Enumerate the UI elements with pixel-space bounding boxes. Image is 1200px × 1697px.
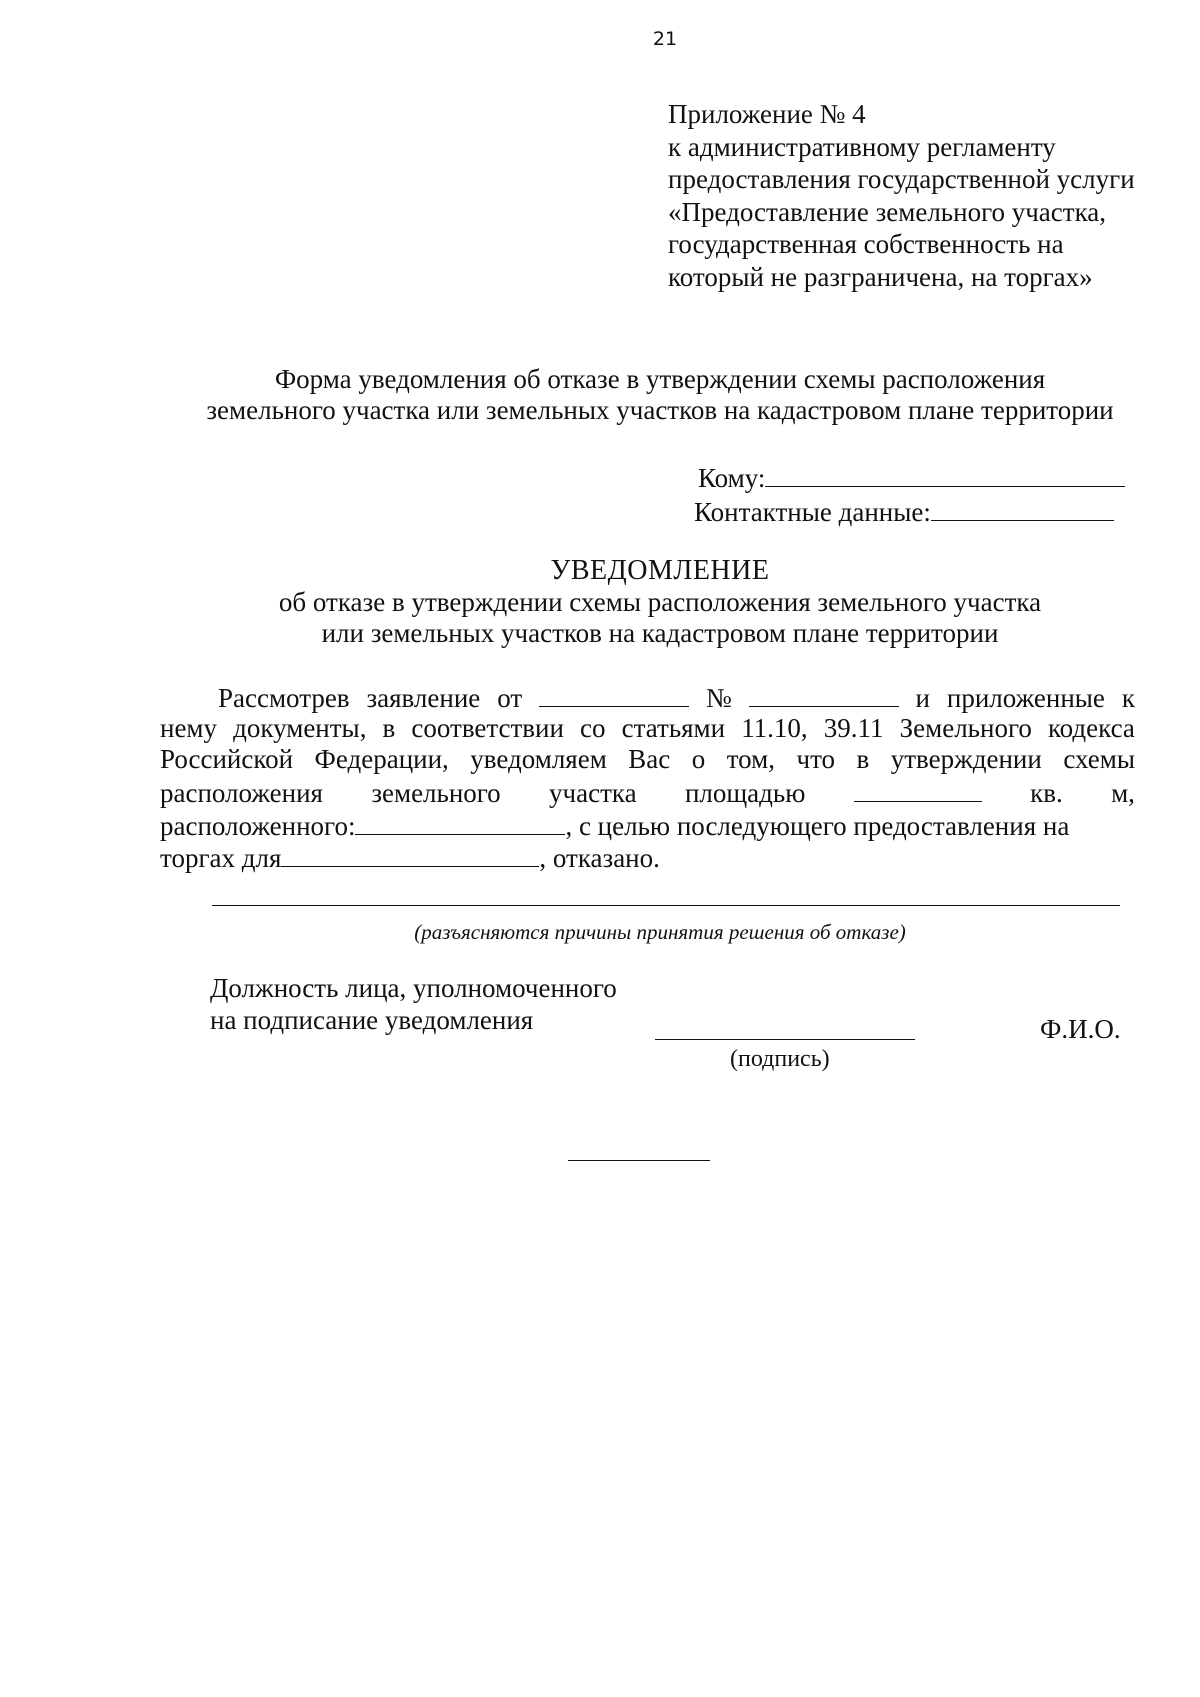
body-word: и [915, 683, 930, 713]
body-line-6 [160, 842, 1135, 874]
body-word: уведомляем [470, 744, 607, 774]
body-word: статьями [621, 713, 726, 743]
area-field[interactable] [854, 777, 982, 802]
body-word: , отказано. [539, 843, 660, 873]
body-word: Рассмотрев [218, 683, 350, 713]
body-word: участка [549, 778, 637, 808]
recipient-to [698, 462, 1125, 494]
body-word: от [497, 683, 523, 713]
body-word: что [796, 744, 836, 774]
body-word: Вас [628, 744, 671, 774]
reason-caption: (разъясняются причины принятия решения об отказе) [414, 920, 906, 944]
reason-line[interactable] [212, 905, 1120, 906]
form-title-line: Форма уведомления об отказе в утверждении схемы расположения [274, 364, 1046, 394]
recipient-contacts [694, 496, 1114, 528]
body-word: расположенного: [160, 811, 356, 841]
body-word: кодекса [1047, 713, 1135, 743]
signatory-position-line: Должность лица, уполномоченного [210, 973, 617, 1003]
annex-line: «Предоставление земельного участка, [668, 196, 1107, 227]
notice-subtitle-line: об отказе в утверждении схемы расположения земельного участка [278, 587, 1042, 617]
body-word: том, [726, 744, 775, 774]
signatory-position [210, 972, 617, 1036]
body-word: земельного [371, 778, 501, 808]
notice-title: УВЕДОМЛЕНИЕ [550, 555, 770, 586]
body-line-4 [160, 777, 1135, 809]
purpose-field[interactable] [281, 842, 539, 867]
annex-header [668, 98, 1135, 293]
annex-line: предоставления государственной услуги [668, 164, 1135, 194]
location-field[interactable] [355, 810, 565, 835]
body-word: Федерации, [314, 744, 449, 774]
recipient-to-field[interactable] [765, 462, 1125, 487]
annex-line: Приложение № 4 [668, 99, 866, 129]
body-word: нему [160, 713, 218, 743]
body-word: соответствии [411, 713, 564, 743]
body-word: № [705, 683, 732, 713]
recipient-contacts-field[interactable] [931, 496, 1114, 521]
body-word: в [382, 713, 396, 743]
page-number: 21 [652, 28, 678, 50]
body-word: в [856, 744, 870, 774]
signatory-position-line: на подписание уведомления [210, 1005, 534, 1035]
body-word: расположения [160, 778, 323, 808]
form-title [160, 364, 1160, 426]
body-word: торгах для [160, 843, 282, 873]
body-line-5 [160, 810, 1135, 842]
application-number-field[interactable] [749, 682, 899, 707]
body-word: площадью [684, 778, 806, 808]
body-line-1 [218, 682, 1135, 714]
body-line-3 [160, 744, 1135, 775]
application-date-field[interactable] [539, 682, 689, 707]
annex-line: к административному регламенту [668, 131, 1056, 162]
form-title-line: земельного участка или земельных участков на кадастровом плане территории [206, 395, 1114, 425]
recipient-to-label: Кому: [698, 463, 766, 493]
notice-subtitle-line: или земельных участков на кадастровом плане территории [321, 618, 999, 648]
notice-subtitle [160, 587, 1160, 649]
body-word: Российской [160, 744, 294, 774]
body-word: кв. [1030, 778, 1063, 808]
body-word: 39.11 [823, 713, 884, 743]
fio-label: Ф.И.О. [1040, 1014, 1121, 1044]
annex-line: который не разграничена, на торгах» [668, 261, 1093, 292]
body-word: к [1121, 683, 1135, 713]
body-word: м, [1111, 778, 1135, 808]
body-word: схемы [1063, 744, 1135, 774]
body-word: 11.10, [741, 713, 808, 743]
body-word: о [691, 744, 706, 774]
signature-line[interactable] [655, 1039, 915, 1040]
annex-line: государственная собственность на [668, 229, 1064, 259]
recipient-contacts-label: Контактные данные: [694, 497, 931, 527]
body-word: документы, [233, 713, 367, 743]
signature-caption: (подпись) [730, 1046, 830, 1072]
end-divider [568, 1160, 710, 1161]
body-line-2 [160, 713, 1135, 744]
body-word: Земельного [899, 713, 1032, 743]
body-word: утверждении [890, 744, 1042, 774]
body-word: , с целью последующего предоставления на [565, 811, 1070, 841]
body-word: заявление [366, 683, 481, 713]
body-word: приложенные [946, 683, 1105, 713]
body-word: со [580, 713, 606, 743]
